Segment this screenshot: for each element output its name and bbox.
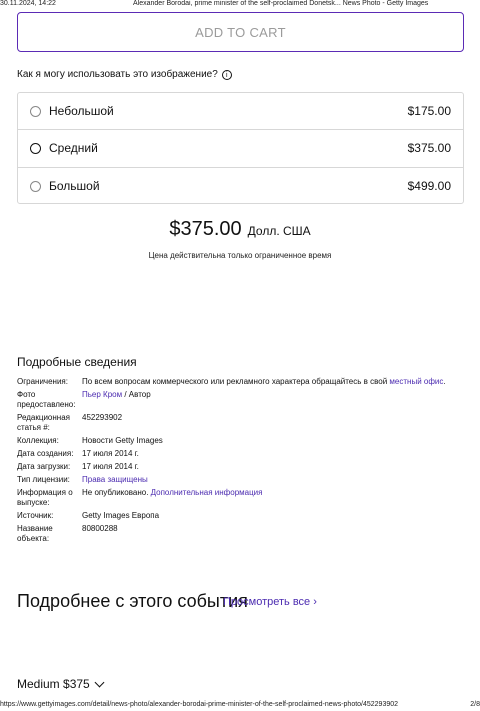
detail-row-uploaded — [17, 462, 467, 472]
detail-row-restrictions — [17, 377, 467, 387]
detail-row-source — [17, 511, 467, 521]
detail-label: Название объекта: — [17, 524, 53, 543]
detail-value: 452293902 — [82, 413, 123, 422]
credit-suffix: / Автор — [122, 390, 151, 399]
detail-label: Фото предоставлено: — [17, 390, 76, 409]
detail-row-created — [17, 449, 467, 459]
radio-medium[interactable] — [30, 143, 41, 154]
detail-value — [82, 488, 467, 508]
detail-value — [82, 390, 467, 410]
price-note: Цена действительна только ограниченное время — [148, 251, 332, 260]
detail-label: Дата загрузки: — [17, 462, 71, 471]
size-option-small[interactable] — [18, 93, 463, 130]
size-selector-label: Medium $375 — [17, 677, 90, 691]
price-amount: $375.00 — [169, 218, 242, 240]
license-link[interactable]: Права защищены — [82, 475, 148, 484]
detail-row-object-name — [17, 524, 467, 544]
detail-row-release — [17, 488, 467, 508]
detail-row-collection — [17, 436, 467, 446]
print-page-title: Alexander Borodai, prime minister of the self-proclaimed Donetsk... News Photo - Getty Images — [133, 0, 429, 7]
info-icon[interactable]: i — [222, 70, 232, 80]
detail-label: Дата создания: — [17, 449, 74, 458]
restrictions-text: По всем вопросам коммерческого или рекламного характера обращайтесь в свой — [82, 377, 390, 386]
print-page-number: 2/8 — [470, 701, 480, 708]
detail-label: Информация о выпуске: — [17, 488, 73, 507]
print-footer — [0, 701, 480, 711]
detail-label: Коллекция: — [17, 436, 59, 445]
restrictions-suffix: . — [443, 377, 446, 386]
print-header — [0, 0, 480, 10]
detail-row-credit — [17, 390, 467, 410]
size-option-large[interactable] — [18, 168, 463, 205]
size-name: Средний — [49, 141, 98, 156]
detail-row-license — [17, 475, 467, 485]
detail-label: Источник: — [17, 511, 54, 520]
details-table — [17, 377, 467, 547]
price-currency: Долл. США — [247, 224, 311, 238]
usage-question-text: Как я могу использовать это изображение? — [17, 69, 218, 80]
chevron-down-icon — [94, 677, 104, 687]
size-options — [17, 92, 464, 204]
size-name: Большой — [49, 179, 100, 194]
view-all-label: Просмотреть все — [223, 596, 311, 608]
size-price: $375.00 — [407, 141, 451, 156]
view-all-link[interactable] — [223, 596, 317, 608]
detail-value: 17 июля 2014 г. — [82, 462, 139, 471]
detail-row-editorial — [17, 413, 467, 433]
release-text: Не опубликовано. — [82, 488, 151, 497]
size-name: Небольшой — [49, 104, 114, 119]
chevron-right-icon: › — [313, 596, 317, 608]
add-to-cart-button[interactable]: ADD TO CART — [17, 12, 464, 52]
usage-question — [17, 68, 232, 80]
detail-label: Тип лицензии: — [17, 475, 70, 484]
detail-value — [82, 475, 467, 485]
print-url: https://www.gettyimages.com/detail/news-photo/alexander-borodai-prime-minister-of-the-self-proclaimed-news-photo/452293902 — [0, 701, 399, 708]
event-section-title: Подробнее с этого события — [17, 591, 248, 611]
detail-label: Ограничения: — [17, 377, 68, 386]
local-office-link[interactable]: местный офис — [389, 377, 444, 386]
more-info-link[interactable]: Дополнительная информация — [150, 488, 263, 497]
radio-large[interactable] — [30, 181, 41, 192]
detail-value: Новости Getty Images — [82, 436, 163, 445]
details-title: Подробные сведения — [17, 355, 137, 369]
print-timestamp: 30.11.2024, 14:22 — [0, 0, 56, 7]
radio-small[interactable] — [30, 106, 41, 117]
detail-value: 17 июля 2014 г. — [82, 449, 139, 458]
photographer-link[interactable]: Пьер Кром — [82, 390, 123, 399]
size-selector[interactable] — [17, 677, 103, 691]
detail-value — [82, 377, 467, 387]
size-price: $175.00 — [407, 104, 451, 119]
detail-value: 80800288 — [82, 524, 118, 533]
size-price: $499.00 — [407, 179, 451, 194]
detail-value: Getty Images Европа — [82, 511, 160, 520]
price-display — [0, 218, 480, 241]
detail-label: Редакционная статья #: — [17, 413, 70, 432]
size-option-medium[interactable] — [18, 130, 463, 167]
